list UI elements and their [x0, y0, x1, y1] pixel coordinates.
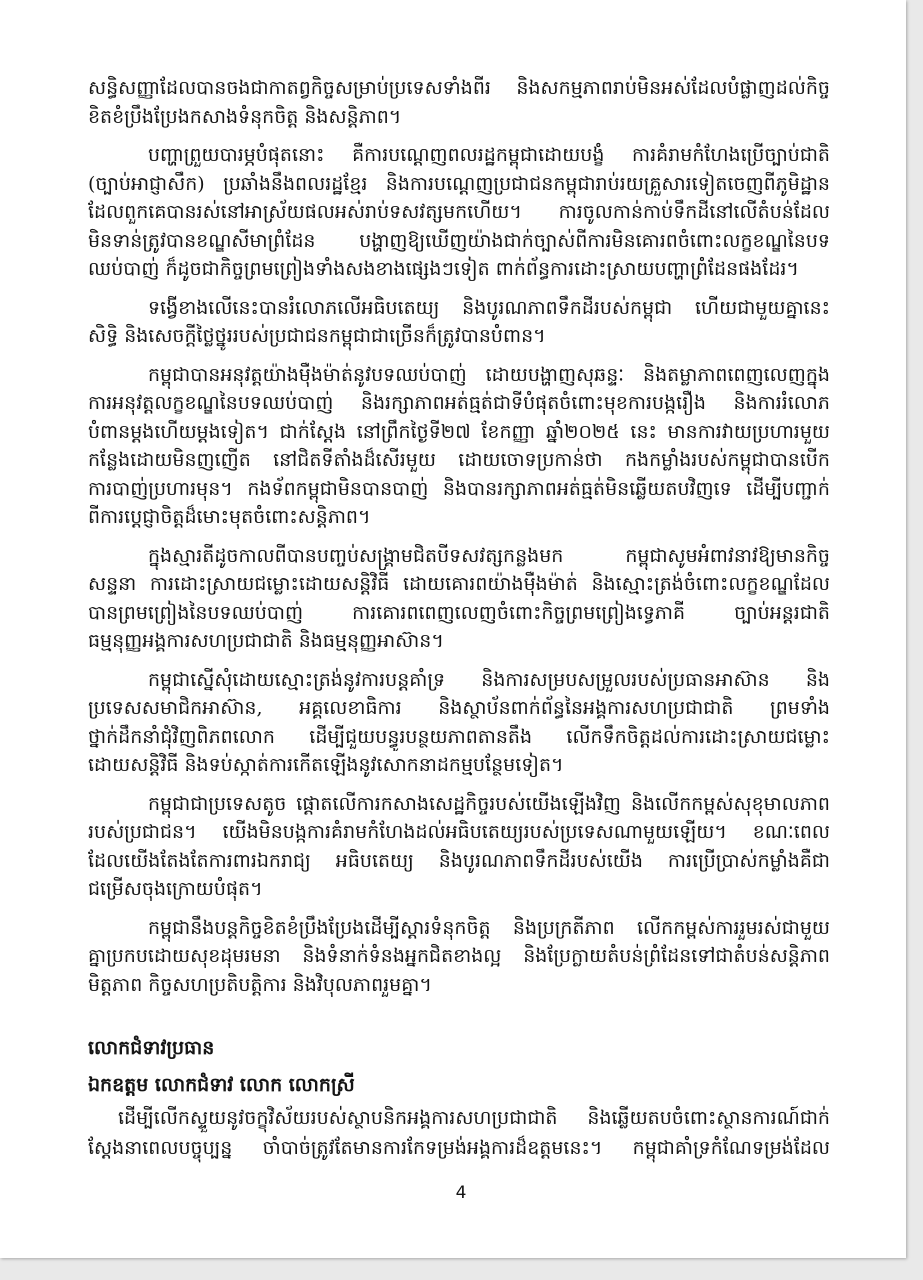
text-line: សន្ធិសញ្ញាដែលបានចងជាកាតព្វកិច្ចសម្រាប់ប្រទេសទាំងពីរ និងសកម្មភាពរាប់មិនអស់ដែលបំផ្លាញដល់កិច្ច — [88, 77, 830, 99]
text-line: បំពានម្តងហើយម្តងទៀត។ ជាក់ស្តែង នៅព្រឹកថ្ងៃទី២៧ ខែកញ្ញា ឆ្នាំ២០២៥ នេះ មានការវាយប្រហារមួយ — [88, 420, 830, 443]
text-line: ការបាញ់ប្រហារមុន។ កងទ័ពកម្ពុជាមិនបានបាញ់ និងបានរក្សាភាពអត់ធ្មត់មិនឆ្លើយតបវិញទេ ដើម្បីបញ្ជាក់ — [88, 477, 830, 500]
text-line: ដែលពួកគេបានរស់នៅអាស្រ័យផលអស់រាប់ទសវត្សមកហើយ។ ការចូលកាន់កាប់ទឹកដីនៅលើតំបន់ដែល — [88, 201, 830, 223]
text-line: ពីការប្តេជ្ញាចិត្តដ៏មោះមុតចំពោះសន្តិភាព។ — [88, 506, 371, 528]
paragraph — [88, 542, 830, 656]
text-line: សន្ទនា ការដោះស្រាយជម្លោះដោយសន្តិវិធី ដោយគោរពយ៉ាងម៉ឺងម៉ាត់ និងស្មោះត្រង់ចំពោះលក្ខខណ្ឌដែល — [88, 573, 830, 595]
text-line: ធម្មនុញ្ញអង្គការសហប្រជាជាតិ និងធម្មនុញ្ញអាស៊ាន។ — [88, 630, 444, 652]
text-line: បានព្រមព្រៀងនៃបទឈប់បាញ់ ការគោរពពេញលេញចំពោះកិច្ចព្រមព្រៀងទ្វេភាគី ច្បាប់អន្តរជាតិ — [88, 601, 830, 624]
text-line: មិនទាន់ត្រូវបានខណ្ឌសីមាព្រំដែន បង្ហាញឱ្យឃើញយ៉ាងជាក់ច្បាស់ពីការមិនគោរពចំពោះលក្ខខណ្ឌនៃបទ — [88, 229, 830, 252]
text-line: មិត្តភាព កិច្ចសហប្រតិបត្តិការ និងវិបុលភាពរួមគ្នា។ — [88, 973, 432, 996]
text-line: កម្ពុជាជាប្រទេសតូច ផ្តោតលើការកសាងសេដ្ឋកិច្ចរបស់យើងឡើងវិញ និងលើកកម្ពស់សុខុមាលភាព — [148, 792, 830, 815]
page-number: 4 — [455, 1183, 467, 1203]
text-line: ក្នុងស្មារតីដូចកាលពីបានបញ្ចប់សង្គ្រាមជិតបីទសវត្សកន្លងមក កម្ពុជាសូមអំពាវនាវឱ្យមានកិច្ច — [148, 544, 830, 567]
text-line: ឈប់បាញ់ ក៏ដូចជាកិច្ចព្រមព្រៀងទាំងសងខាងផ្សេងៗទៀត ពាក់ព័ន្ធការដោះស្រាយបញ្ហាព្រំដែនផងដែរ។ — [88, 258, 799, 280]
paragraph — [88, 790, 830, 904]
text-line: ដោយសន្តិវិធី និងទប់ស្កាត់ការកើតឡើងនូវសោកនាដកម្មបន្ថែមទៀត។ — [88, 754, 564, 776]
paragraph — [88, 361, 830, 532]
text-line: បញ្ហាព្រួយបារម្ភបំផុតនោះ គឺការបណ្តេញពលរដ្ឋកម្ពុជាដោយបង្ខំ ការគំរាមកំហែងប្រើច្បាប់ជាតិ — [148, 144, 830, 166]
paragraph — [88, 914, 830, 1000]
paragraph — [88, 141, 830, 284]
text-line: ការអនុវត្តលក្ខខណ្ឌនៃបទឈប់បាញ់ និងរក្សាភាពអត់ធ្មត់ជាទីបំផុតចំពោះមុខការបង្ករឿង និងការរំលោភ — [88, 392, 830, 414]
text-line: គ្នាប្រកបដោយសុខដុមរមនា និងទំនាក់ទំនងអ្នកជិតខាងល្អ និងប្រែក្លាយតំបន់ព្រំដែនទៅជាតំបន់សន្តិភាព — [88, 945, 830, 967]
text-line: ជម្រើសចុងក្រោយបំផុត។ — [88, 878, 263, 900]
document-body — [88, 74, 830, 1009]
text-line: ដើម្បីលើកស្ទួយនូវចក្ខុវិស័យរបស់ស្ថាបនិកអង្គការសហប្រជាជាតិ និងឆ្លើយតបចំពោះស្ថានការណ៍ជាក់ — [118, 1107, 830, 1129]
paragraph — [88, 74, 830, 131]
text-line: កម្ពុជាស្នើសុំដោយស្មោះត្រង់នូវការបន្តគាំទ្រ និងការសម្របសម្រួលរបស់ប្រធានអាស៊ាន និង — [148, 668, 830, 691]
text-line: ស្តែងនាពេលបច្ចុប្បន្ន ចាំបាច់ត្រូវតែមានការកែទម្រង់អង្គការដ៏ឧត្តមនេះ។ កម្ពុជាគាំទ្រកំណែទម្រង់ដែល — [88, 1137, 830, 1159]
salutation-heading: លោកជំទាវប្រធាន — [88, 1037, 215, 1059]
text-line: ប្រទេសសមាជិកអាស៊ាន, អគ្គលេខាធិការ និងស្ថាប័នពាក់ព័ន្ធនៃអង្គការសហប្រជាជាតិ ព្រមទាំង — [88, 697, 830, 719]
text-line: ទង្វើខាងលើនេះបានរំលោភលើអធិបតេយ្យ និងបូរណភាពទឹកដីរបស់កម្ពុជា ហើយជាមួយគ្នានេះ — [148, 296, 830, 319]
text-line: របស់ប្រជាជន។ យើងមិនបង្កការគំរាមកំហែងដល់អធិបតេយ្យរបស់ប្រទេសណាមួយឡើយ។ ខណៈពេល — [88, 821, 830, 843]
address-heading: ឯកឧត្តម លោកជំទាវ លោក លោកស្រី — [88, 1074, 355, 1096]
text-line: (ច្បាប់អាជ្ញាសឹក) ប្រឆាំងនឹងពលរដ្ឋខ្មែរ និងការបណ្តេញប្រជាជនកម្ពុជារាប់រយគ្រួសារទៀតចេញពីភូមិដ្ឋាន — [88, 172, 830, 195]
paragraph — [88, 294, 830, 351]
text-line: កម្ពុជានឹងបន្តកិច្ចខិតខំប្រឹងប្រែងដើម្បីស្តារទំនុកចិត្ត និងប្រក្រតីភាព លើកកម្ពស់ការរួមរស់ជាមួយ — [148, 916, 830, 939]
text-line: ដែលយើងតែងតែការពារឯករាជ្យ អធិបតេយ្យ និងបូរណភាពទឹកដីរបស់យើង ការប្រើប្រាស់កម្លាំងគឺជា — [88, 849, 830, 872]
text-line: ថ្នាក់ដឹកនាំជុំវិញពិភពលោក ដើម្បីជួយបន្ធូរបន្ថយភាពតានតឹង លើកទឹកចិត្តដល់ការដោះស្រាយជម្លោះ — [88, 725, 830, 748]
closing-paragraph — [88, 1103, 830, 1163]
text-line: ខិតខំប្រឹងប្រែងកសាងទំនុកចិត្ត និងសន្តិភាព។ — [88, 105, 402, 128]
text-line: កន្លែងដោយមិនញញើត នៅជិតទីតាំងដ៏សើរមួយ ដោយចោទប្រកាន់ថា កងកម្លាំងរបស់កម្ពុជាបានបើក — [88, 449, 830, 471]
text-line: សិទ្ធិ និងសេចក្តីថ្លៃថ្នូររបស់ប្រជាជនកម្ពុជាជាច្រើនក៏ត្រូវបានបំពាន។ — [88, 325, 546, 347]
text-line: កម្ពុជាបានអនុវត្តយ៉ាងម៉ឺងម៉ាត់នូវបទឈប់បាញ់ ដោយបង្ហាញសុឆន្ទៈ និងតម្លាភាពពេញលេញក្នុង — [148, 363, 830, 386]
paragraph — [88, 666, 830, 780]
